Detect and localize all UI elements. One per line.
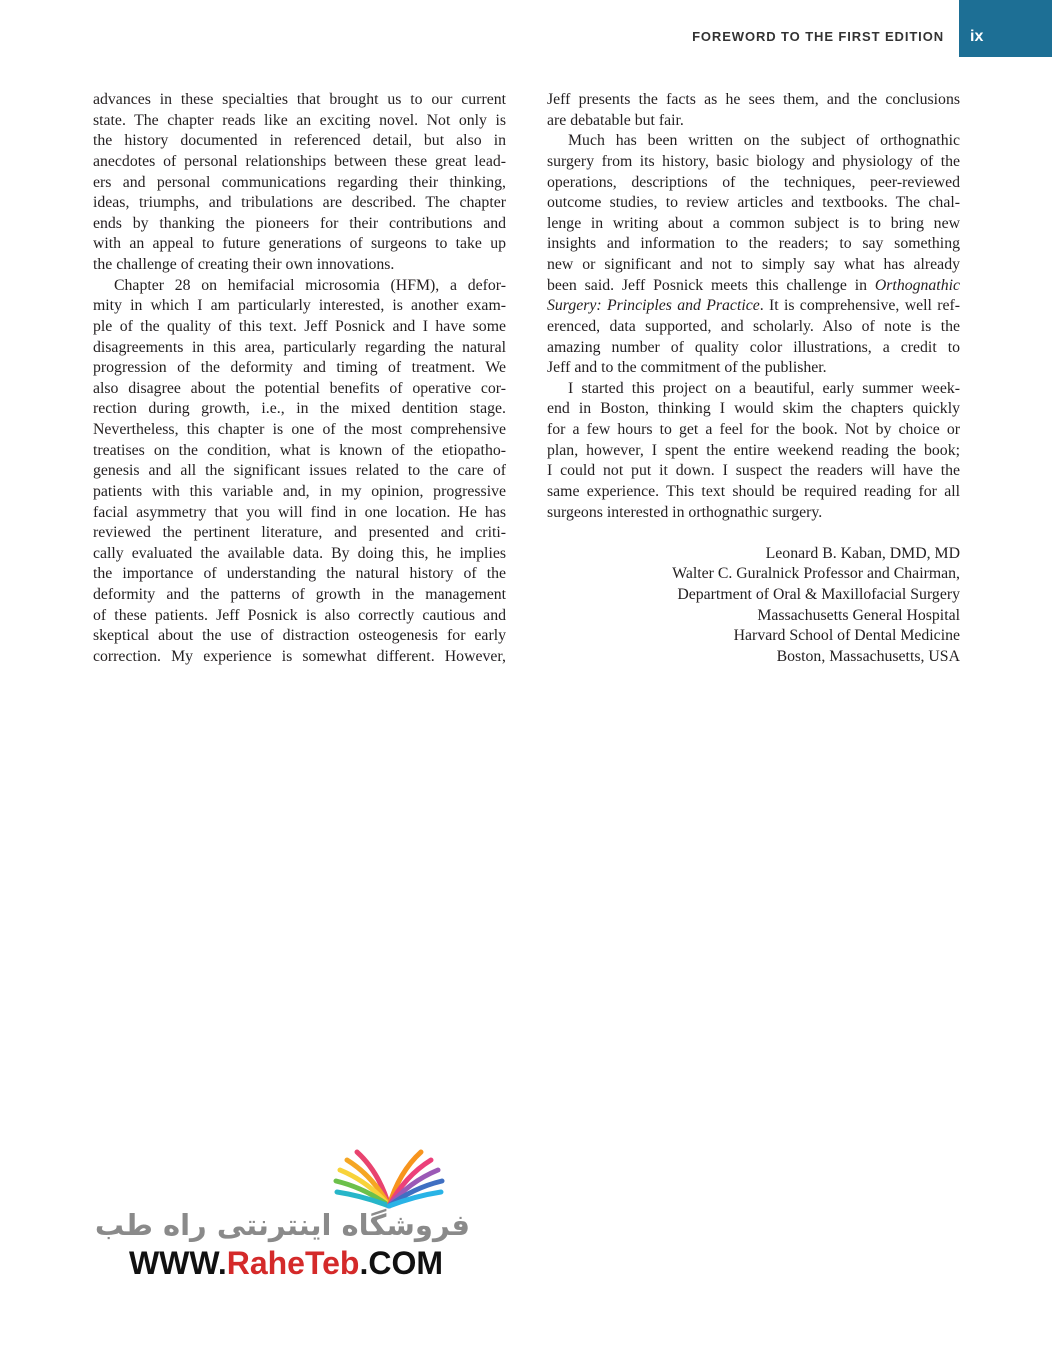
text-line: new or significant and not to simply say what has already <box>547 256 960 273</box>
watermark-url-brand: RaheTeb <box>226 1245 360 1281</box>
text-line: Jeff and to the commitment of the publisher. <box>547 359 827 377</box>
running-header-title: FOREWORD TO THE FIRST EDITION <box>692 29 944 44</box>
text-segment: . It is comprehensive, well ref- <box>759 297 960 315</box>
text-segment: been said. Jeff Posnick meets this challenge in <box>547 276 875 294</box>
text-line: ideas, triumphs, and tribulations are described. The chapter <box>93 194 506 212</box>
text-line: genesis and all the significant issues related to the care of <box>93 462 506 480</box>
text-line: Much has been written on the subject of orthognathic <box>568 132 960 150</box>
signature-hospital: Massachusetts General Hospital <box>757 606 960 624</box>
right-column-body <box>547 90 960 523</box>
text-line: treatises on the condition, what is known of the etiopatho- <box>93 441 506 459</box>
text-line: skeptical about the use of distraction osteogenesis for early <box>93 627 506 645</box>
text-line: deformity and the patterns of growth in the management <box>93 586 506 603</box>
signature-title: Walter C. Guralnick Professor and Chairman, <box>672 565 960 583</box>
italic-book-title: Surgery: Principles and Practice <box>547 297 760 315</box>
text-line: reviewed the pertinent literature, and presented and criti- <box>93 524 506 542</box>
text-line: of these patients. Jeff Posnick is also correctly cautious and <box>93 606 506 624</box>
text-line: with an appeal to future generations of surgeons to take up <box>93 235 506 253</box>
text-line: plan, however, I spent the entire weekend reading the book; <box>547 441 960 459</box>
text-line: insights and information to the readers; to say something <box>547 235 960 253</box>
text-line: patients with this variable and, in my opinion, progressive <box>93 482 506 500</box>
signature-school: Harvard School of Dental Medicine <box>733 627 960 645</box>
paragraph <box>93 90 506 276</box>
text-line: the challenge of creating their own innovations. <box>93 256 395 273</box>
text-line: I could not put it down. I suspect the readers will have the <box>547 462 960 480</box>
text-line: outcome studies, to review articles and textbooks. The chal- <box>547 194 960 212</box>
text-line: for a few hours to get a feel for the book. Not by choice or <box>547 421 960 438</box>
text-line: progression of the deformity and timing of treatment. We <box>93 359 506 377</box>
text-line: ers and personal communications regarding their thinking, <box>93 173 506 191</box>
text-line <box>547 276 960 297</box>
signature-block <box>547 544 960 668</box>
watermark-url-prefix: WWW. <box>128 1245 227 1281</box>
text-line: Jeff presents the facts as he sees them, and the conclusions <box>547 91 960 108</box>
text-line: surgery from its history, basic biology and physiology of the <box>547 152 960 170</box>
text-line: state. The chapter reads like an exciting novel. Not only is <box>93 111 506 129</box>
italic-book-title: Orthognathic <box>874 276 960 294</box>
text-line: surgeons interested in orthognathic surgery. <box>547 503 823 521</box>
page-number: ix <box>970 28 984 45</box>
text-line <box>547 296 960 317</box>
page-number-tab <box>959 0 1052 57</box>
text-line: facial asymmetry that you will find in one location. He has <box>93 503 506 521</box>
text-line: correction. My experience is somewhat different. However, <box>93 647 506 665</box>
signature-department: Department of Oral & Maxillofacial Surgery <box>677 586 960 603</box>
text-line: advances in these specialties that brought us to our current <box>93 91 506 108</box>
left-text-column <box>93 90 506 668</box>
text-line: the history documented in referenced detail, but also in <box>93 132 506 150</box>
text-line: cally evaluated the available data. By doing this, he implies <box>93 544 506 562</box>
text-line: Nevertheless, this chapter is one of the most comprehensive <box>93 421 506 438</box>
text-line: ends by thanking the pioneers for their contributions and <box>93 214 506 232</box>
signature-name: Leonard B. Kaban, DMD, MD <box>765 544 960 562</box>
open-book-fan-logo-icon <box>333 1148 445 1210</box>
text-line: erenced, data supported, and scholarly. Also of note is the <box>547 317 960 335</box>
text-line: Chapter 28 on hemifacial microsomia (HFM), a defor- <box>114 276 506 294</box>
paragraph <box>547 131 960 379</box>
text-line: mity in which I am particularly interested, is another exam- <box>93 297 506 315</box>
text-line: same experience. This text should be required reading for all <box>547 482 960 500</box>
paragraph <box>547 379 960 523</box>
text-line: I started this project on a beautiful, early summer week- <box>568 379 960 397</box>
text-line: lenge in writing about a common subject is to bring new <box>547 214 960 232</box>
text-line: are debatable but fair. <box>547 111 684 129</box>
text-line: anecdotes of personal relationships between these great lead- <box>93 152 506 170</box>
text-line: amazing number of quality color illustrations, a credit to <box>547 338 960 356</box>
paragraph <box>547 90 960 131</box>
paragraph <box>93 276 506 668</box>
text-line: ple of the quality of this text. Jeff Posnick and I have some <box>93 317 506 335</box>
watermark-url <box>100 1245 472 1281</box>
text-line: disagreements in this area, particularly regarding the natural <box>93 338 506 356</box>
text-line: also disagree about the potential benefits of operative cor- <box>93 379 506 397</box>
signature-location: Boston, Massachusetts, USA <box>776 647 960 665</box>
watermark-store-name: فروشگاه اینترنتی راه طب <box>94 1208 470 1242</box>
text-line: the importance of understanding the natural history of the <box>93 565 506 583</box>
text-line: end in Boston, thinking I would skim the chapters quickly <box>547 400 960 418</box>
right-text-column <box>547 90 960 668</box>
text-line: rection during growth, i.e., in the mixed dentition stage. <box>93 400 506 418</box>
text-line: operations, descriptions of the techniques, peer-reviewed <box>547 173 960 191</box>
watermark-url-suffix: .COM <box>359 1245 444 1281</box>
